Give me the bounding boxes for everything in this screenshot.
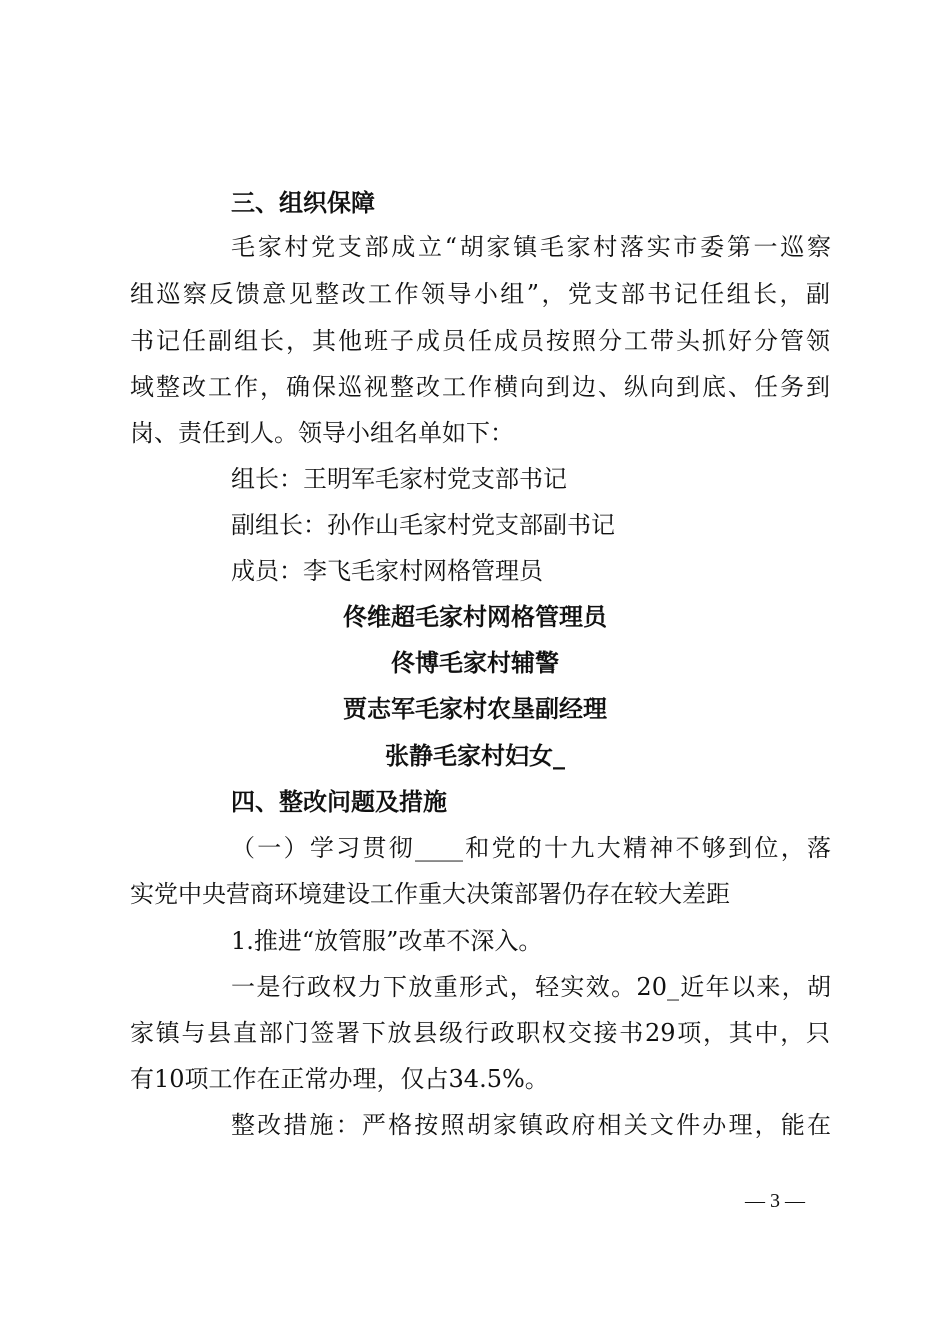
page-number: — 3 — [745,1190,805,1212]
paragraph-line: 毛家村党支部成立“胡家镇毛家村落实市委第一巡察 [231,233,831,261]
item-heading: 1.推进“放管服”改革不深入。 [231,927,543,955]
paragraph-line: 组巡察反馈意见整改工作领导小组”，党支部书记任组长，副 [130,280,830,308]
member-name-line: 佟维超毛家村网格管理员 [343,602,607,631]
leader-line: 组长：王明军毛家村党支部书记 [231,465,567,493]
subsection-line: 实党中央营商环境建设工作重大决策部署仍存在较大差距 [130,880,730,908]
paragraph-line: 有10项工作在正常办理，仅占34.5%。 [130,1065,549,1093]
member-name-line: 佟博毛家村辅警 [391,648,559,677]
paragraph-line: 书记任副组长，其他班子成员任成员按照分工带头抓好分管领 [130,327,830,355]
paragraph-line: 岗、责任到人。领导小组名单如下： [130,419,514,447]
deputy-leader-line: 副组长：孙作山毛家村党支部副书记 [231,511,615,539]
member-name-line: 贾志军毛家村农垦副经理 [343,694,607,723]
paragraph-line: 域整改工作，确保巡视整改工作横向到边、纵向到底、任务到 [130,373,830,401]
measure-line: 整改措施：严格按照胡家镇政府相关文件办理，能在 [231,1111,831,1139]
paragraph-line: 家镇与县直部门签署下放县级行政职权交接书29项，其中，只 [130,1019,830,1047]
paragraph-line: 一是行政权力下放重形式，轻实效。20_近年以来，胡 [231,973,831,1001]
member-name-line: 张静毛家村妇女_ [385,741,565,770]
section-4-heading: 四、整改问题及措施 [231,788,447,816]
subsection-line: （一）学习贯彻____和党的十九大精神不够到位，落 [231,834,831,862]
section-3-heading: 三、组织保障 [231,189,375,217]
member-line: 成员：李飞毛家村网格管理员 [231,557,543,585]
